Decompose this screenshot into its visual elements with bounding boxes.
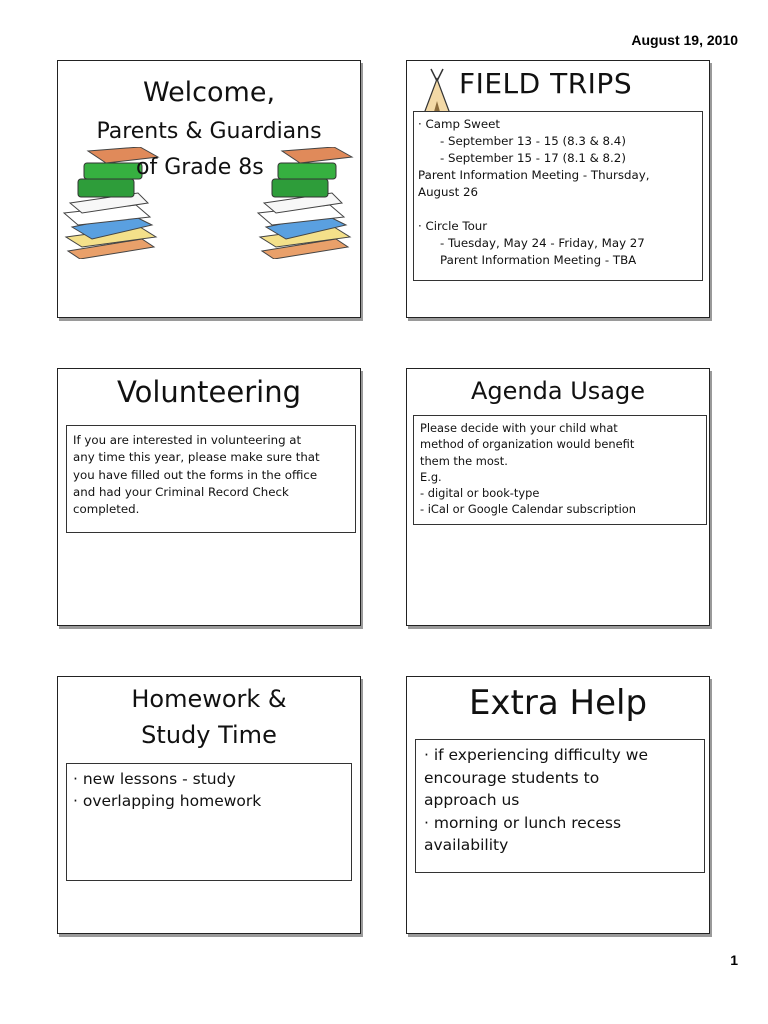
field-trips-content: [413, 111, 703, 281]
homework-line: · new lessons - study: [73, 770, 236, 788]
agenda-line: - iCal or Google Calendar subscription: [420, 502, 636, 517]
extra-help-content: [415, 739, 705, 873]
volunteering-title: Volunteering: [117, 375, 301, 409]
welcome-title-line2: Parents & Guardians: [96, 119, 322, 144]
spacer: [418, 201, 698, 218]
volunteering-line: you have filled out the forms in the office: [73, 467, 318, 482]
slide-homework: [57, 676, 361, 934]
slide-welcome: [57, 60, 361, 318]
slide-extra-help: [406, 676, 710, 934]
agenda-line: them the most.: [420, 453, 508, 468]
books-stack-icon: [256, 147, 354, 259]
field-trips-line: - Tuesday, May 24 - Friday, May 27: [440, 236, 645, 250]
agenda-line: Please decide with your child what: [420, 421, 618, 435]
agenda-content: [413, 415, 707, 525]
field-trips-line: - September 15 - 17 (8.1 & 8.2): [440, 151, 626, 165]
welcome-title-line1: Welcome,: [142, 77, 276, 108]
agenda-line: E.g.: [420, 469, 442, 484]
field-trips-line: · Circle Tour: [418, 219, 488, 233]
volunteering-line: completed.: [73, 502, 140, 517]
agenda-line: - digital or book-type: [420, 486, 540, 501]
field-trips-title: FIELD TRIPS: [459, 67, 633, 100]
field-trips-line: - September 13 - 15 (8.3 & 8.4): [440, 134, 626, 148]
field-trips-line: Parent Information Meeting - TBA: [440, 253, 637, 267]
slide-agenda-usage: [406, 368, 710, 626]
extra-help-line: availability: [424, 836, 509, 854]
field-trips-line: Parent Information Meeting - Thursday,: [418, 168, 650, 182]
agenda-title: Agenda Usage: [471, 377, 645, 405]
slide-field-trips: [406, 60, 710, 318]
homework-title-line1: Homework &: [131, 685, 287, 713]
agenda-line: method of organization would benefit: [420, 437, 635, 452]
page-number: 1: [730, 952, 738, 968]
volunteering-line: If you are interested in volunteering at: [73, 433, 302, 447]
volunteering-line: any time this year, please make sure that: [73, 450, 320, 465]
field-trips-line: August 26: [418, 185, 479, 199]
homework-line: · overlapping homework: [73, 792, 262, 810]
field-trips-line: · Camp Sweet: [418, 117, 500, 131]
volunteering-content: [66, 425, 356, 533]
extra-help-line: · if experiencing difficulty we: [424, 746, 648, 764]
welcome-title-line3: of Grade 8s: [136, 155, 264, 180]
page-date: August 19, 2010: [631, 32, 738, 48]
extra-help-title: Extra Help: [468, 683, 648, 723]
volunteering-line: and had your Criminal Record Check: [73, 484, 289, 499]
extra-help-line: encourage students to: [424, 768, 600, 787]
slide-volunteering: [57, 368, 361, 626]
homework-title-line2: Study Time: [141, 721, 277, 749]
extra-help-line: · morning or lunch recess: [424, 813, 622, 832]
homework-content: [66, 763, 352, 881]
extra-help-line: approach us: [424, 791, 520, 809]
